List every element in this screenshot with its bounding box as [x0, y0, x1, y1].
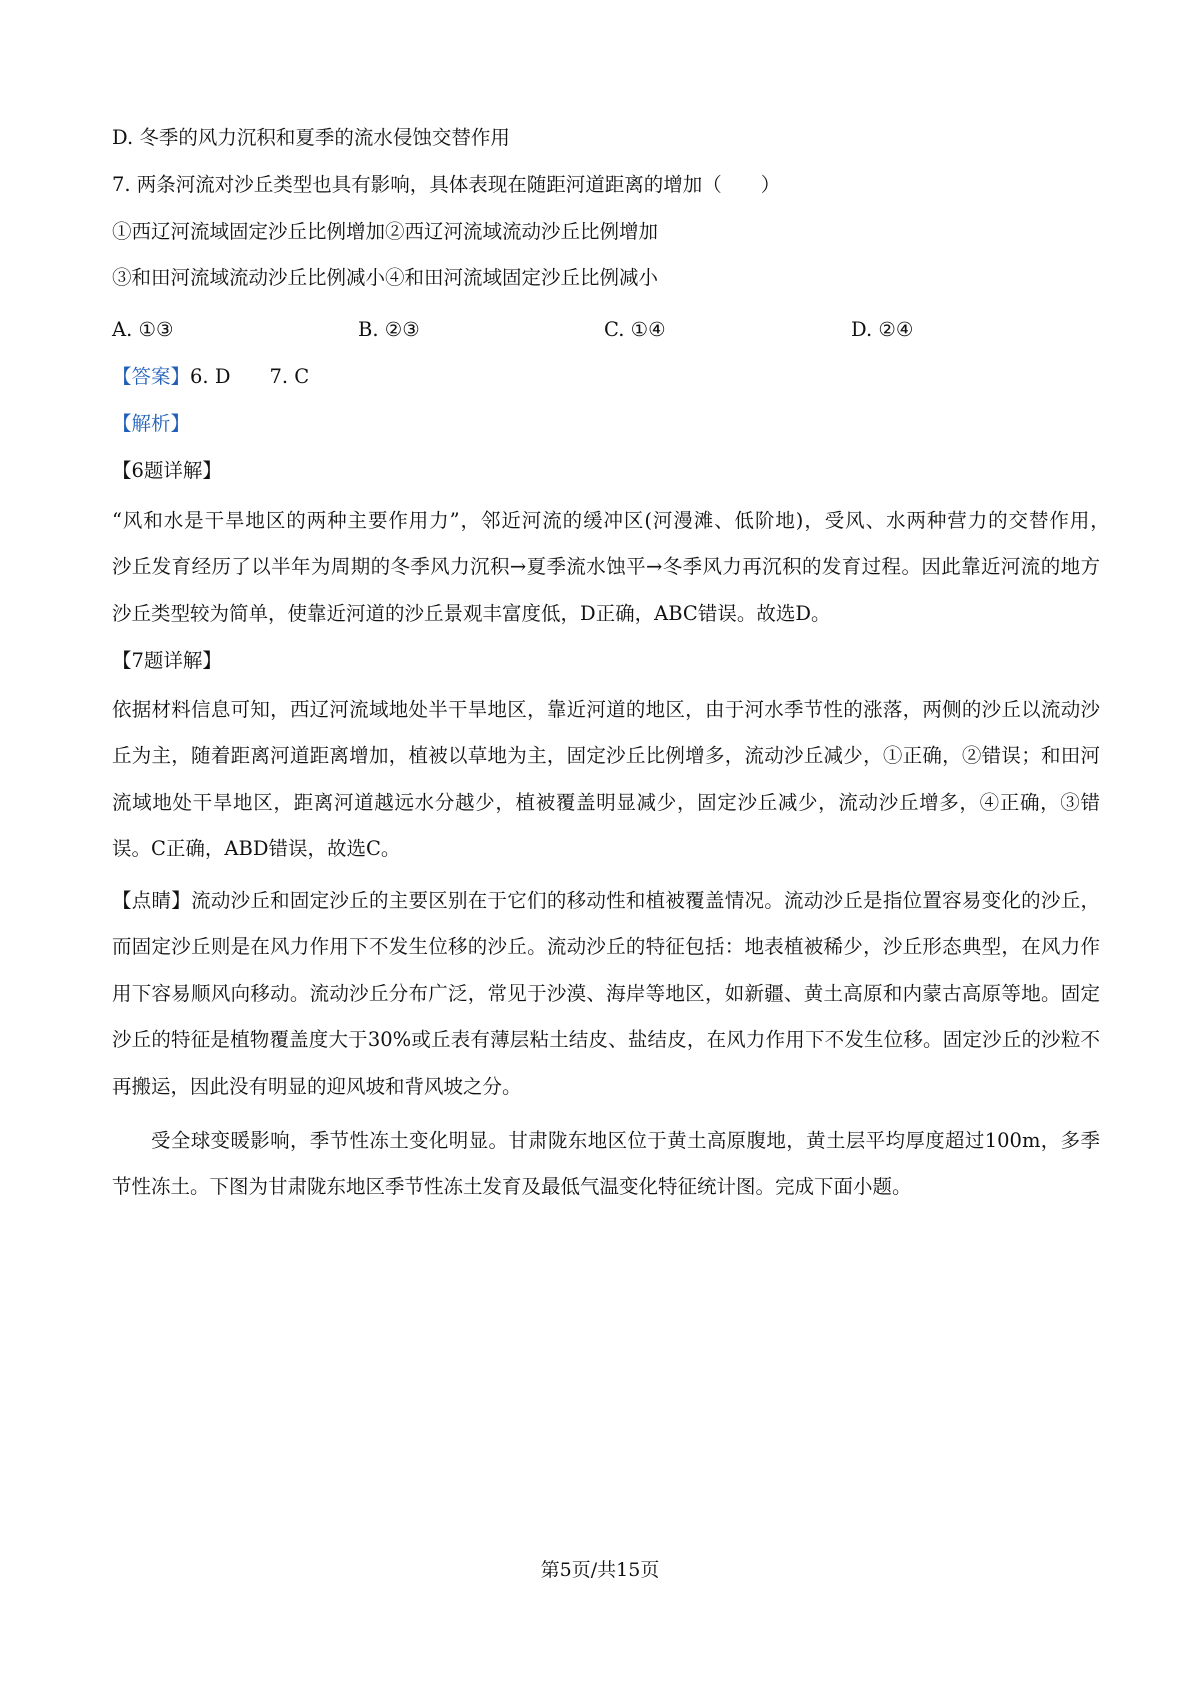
detail-7-heading: 【7题详解】: [112, 649, 222, 672]
analysis-tag: 【解析】: [112, 412, 191, 435]
answer-tag: 【答案】: [112, 365, 191, 388]
option-d-text: D. 冬季的风力沉积和夏季的流水侵蚀交替作用: [112, 126, 510, 149]
option-a: A. ①③: [112, 318, 174, 341]
detail-6-text: “风和水是干旱地区的两种主要作用力”，邻近河流的缓冲区(河漫滩、低阶地)，受风、水两种营力的交替作用， 沙丘发育经历了以半年为周期的冬季风力沉积→夏季流水蚀平→冬季风力再沉积的发育过程。因此靠近河流的地方沙丘类型较为简单，使靠近河道的沙丘景观丰富度低，D正确，ABC错误。故选D。: [112, 509, 1140, 625]
question-7-stem: 7. 两条河流对沙丘类型也具有影响，具体表现在随距河道距离的增加（ ）: [112, 173, 781, 196]
pointer-tag: 【点睛】: [112, 889, 192, 912]
answer-line: [112, 364, 309, 390]
question-7-statements-3-4: ③和田河流域流动沙丘比例减小④和田河流域固定沙丘比例减小: [112, 266, 659, 289]
pointer-paragraph: [112, 878, 1100, 1110]
option-d: D. ②④: [851, 318, 914, 341]
answer-text: 6. D 7. C: [190, 365, 310, 388]
intro-text: 受全球变暖影响，季节性冻土变化明显。甘肃陇东地区位于黄土高原腹地，黄土层平均厚度超过100m，多季节性冻土。下图为甘肃陇东地区季节性冻土发育及最低气温变化特征统计图。完成下面小题。: [112, 1129, 1100, 1199]
option-c: C. ①④: [604, 318, 666, 341]
detail-7-paragraph: [112, 687, 1100, 873]
detail-6-heading: 【6题详解】: [112, 459, 222, 482]
detail-6-paragraph: [112, 498, 1140, 637]
question-7-statements-1-2: ①西辽河流域固定沙丘比例增加②西辽河流域流动沙丘比例增加: [112, 220, 659, 243]
detail-7-text: 依据材料信息可知，西辽河流域地处半干旱地区，靠近河道的地区，由于河水季节性的涨落，两侧的沙丘以流动沙丘为主，随着距离河道距离增加，植被以草地为主，固定沙丘比例增多，流动沙丘减少，①正确，②错误；和田河流域地处干旱地区，距离河道越远水分越少，植被覆盖明显减少，固定沙丘减少，流动沙丘增多，④正确，③错误。C正确，ABD错误，故选C。: [112, 698, 1100, 861]
page-number: 第5页/共15页: [540, 1559, 660, 1581]
pointer-text: 流动沙丘和固定沙丘的主要区别在于它们的移动性和植被覆盖情况。流动沙丘是指位置容易变化的沙丘，而固定沙丘则是在风力作用下不发生位移的沙丘。流动沙丘的特征包括：地表植被稀少，沙丘形态典型，在风力作用下容易顺风向移动。流动沙丘分布广泛，常见于沙漠、海岸等地区，如新疆、黄土高原和内蒙古高原等地。固定沙丘的特征是植物覆盖度大于30%或丘表有薄层粘土结皮、盐结皮，在风力作用下不发生位移。固定沙丘的沙粒不再搬运，因此没有明显的迎风坡和背风坡之分。: [112, 889, 1100, 1098]
intro-paragraph: [112, 1118, 1100, 1211]
option-b: B. ②③: [358, 318, 420, 341]
